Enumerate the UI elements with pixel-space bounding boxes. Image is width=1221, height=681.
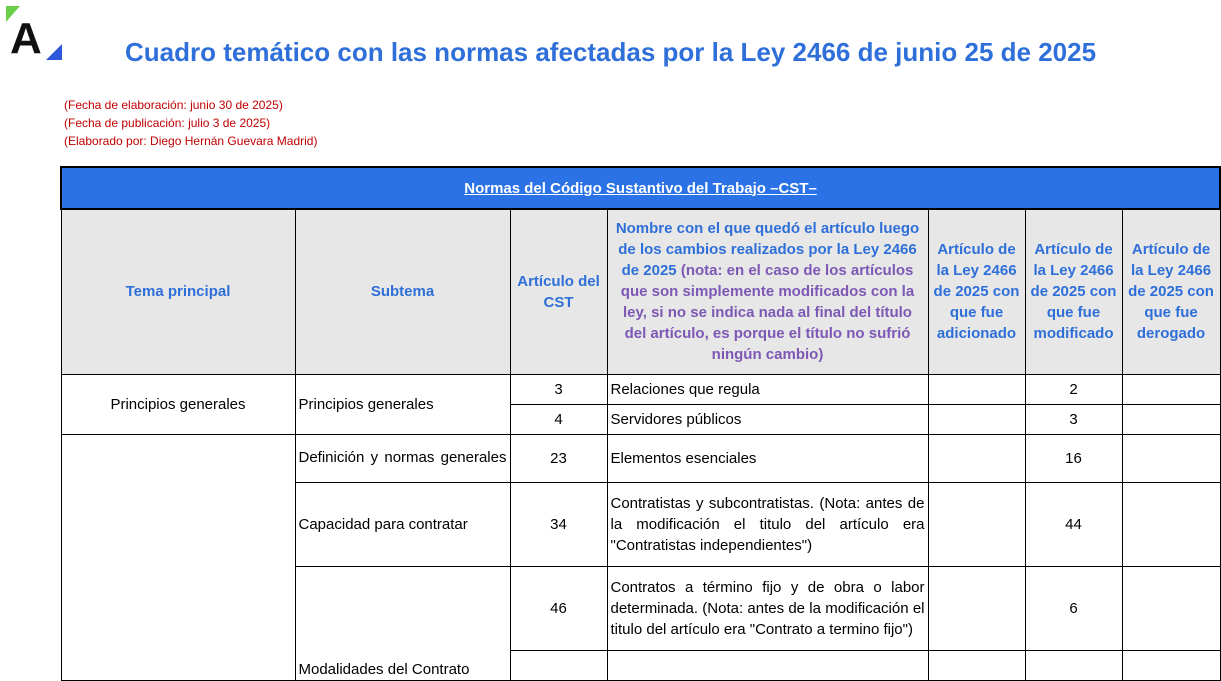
cell-articulo: 4 [510, 404, 607, 434]
cell-subtema [295, 434, 510, 482]
document-meta [64, 96, 317, 150]
cell-adicionado [928, 650, 1025, 680]
header-nombre-note: (nota: en el caso de los artículos que son simplemente modificados con la ley, si no se indica nada al final del título del artículo, es porque el título no sufrió ningún cambio) [620, 262, 915, 364]
norms-table [60, 166, 1221, 681]
cell-modificado [1025, 650, 1122, 680]
cell-nombre: Relaciones que regula [607, 374, 928, 404]
header-adicionado: Artículo de la Ley 2466 de 2025 con que fue adicionado [928, 209, 1025, 374]
cell-derogado [1122, 374, 1220, 404]
table-section-title: Normas del Código Sustantivo del Trabajo –CST– [61, 167, 1220, 209]
cell-articulo: 23 [510, 434, 607, 482]
cell-tema: Principios generales [61, 374, 295, 434]
header-tema: Tema principal [61, 209, 295, 374]
cell-derogado [1122, 434, 1220, 482]
cell-derogado [1122, 482, 1220, 566]
meta-author: (Elaborado por: Diego Hernán Guevara Madrid) [64, 134, 318, 148]
cell-subtema-text: Definición y normas generales [298, 449, 507, 466]
cell-subtema: Principios generales [295, 374, 510, 434]
table-row [61, 434, 1220, 482]
header-modificado: Artículo de la Ley 2466 de 2025 con que fue modificado [1025, 209, 1122, 374]
cell-modificado: 16 [1025, 434, 1122, 482]
cell-adicionado [928, 434, 1025, 482]
cell-adicionado [928, 482, 1025, 566]
cell-articulo [510, 650, 607, 680]
cell-derogado [1122, 404, 1220, 434]
cell-tema-empty [61, 434, 295, 680]
cell-subtema [295, 566, 510, 680]
cell-nombre: Contratos a término fijo y de obra o labor determinada. (Nota: antes de la modificación el titulo del artículo era "Contrato a termino fijo") [607, 566, 928, 650]
cell-modificado: 6 [1025, 566, 1122, 650]
cell-subtema: Capacidad para contratar [295, 482, 510, 566]
meta-elaboration-date: (Fecha de elaboración: junio 30 de 2025) [64, 98, 283, 112]
cell-nombre: Elementos esenciales [607, 434, 928, 482]
cell-modificado: 3 [1025, 404, 1122, 434]
header-nombre-main: Nombre con el que quedó el artículo luego de los cambios realizados por la Ley 2466 de 2025 [615, 220, 920, 280]
brand-logo [6, 6, 64, 64]
header-nombre [607, 209, 928, 374]
cell-adicionado [928, 374, 1025, 404]
cell-nombre: Servidores públicos [607, 404, 928, 434]
cell-articulo: 46 [510, 566, 607, 650]
cell-subtema-text: Modalidades del Contrato [298, 660, 470, 678]
cell-derogado [1122, 650, 1220, 680]
header-articulo: Artículo del CST [510, 209, 607, 374]
cell-modificado: 2 [1025, 374, 1122, 404]
cell-nombre [607, 650, 928, 680]
cell-modificado: 44 [1025, 482, 1122, 566]
cell-adicionado [928, 566, 1025, 650]
cell-articulo: 3 [510, 374, 607, 404]
logo-letter: A [10, 14, 42, 63]
cell-articulo: 34 [510, 482, 607, 566]
meta-publication-date: (Fecha de publicación: julio 3 de 2025) [64, 116, 271, 130]
logo-blue-accent [46, 44, 62, 60]
table-row [61, 374, 1220, 404]
header-derogado: Artículo de la Ley 2466 de 2025 con que fue derogado [1122, 209, 1220, 374]
header-subtema: Subtema [295, 209, 510, 374]
cell-nombre: Contratistas y subcontratistas. (Nota: antes de la modificación el titulo del artículo era "Contratistas independientes") [607, 482, 928, 566]
cell-derogado [1122, 566, 1220, 650]
page-title: Cuadro temático con las normas afectadas por la Ley 2466 de junio 25 de 2025 [125, 37, 1097, 67]
cell-adicionado [928, 404, 1025, 434]
